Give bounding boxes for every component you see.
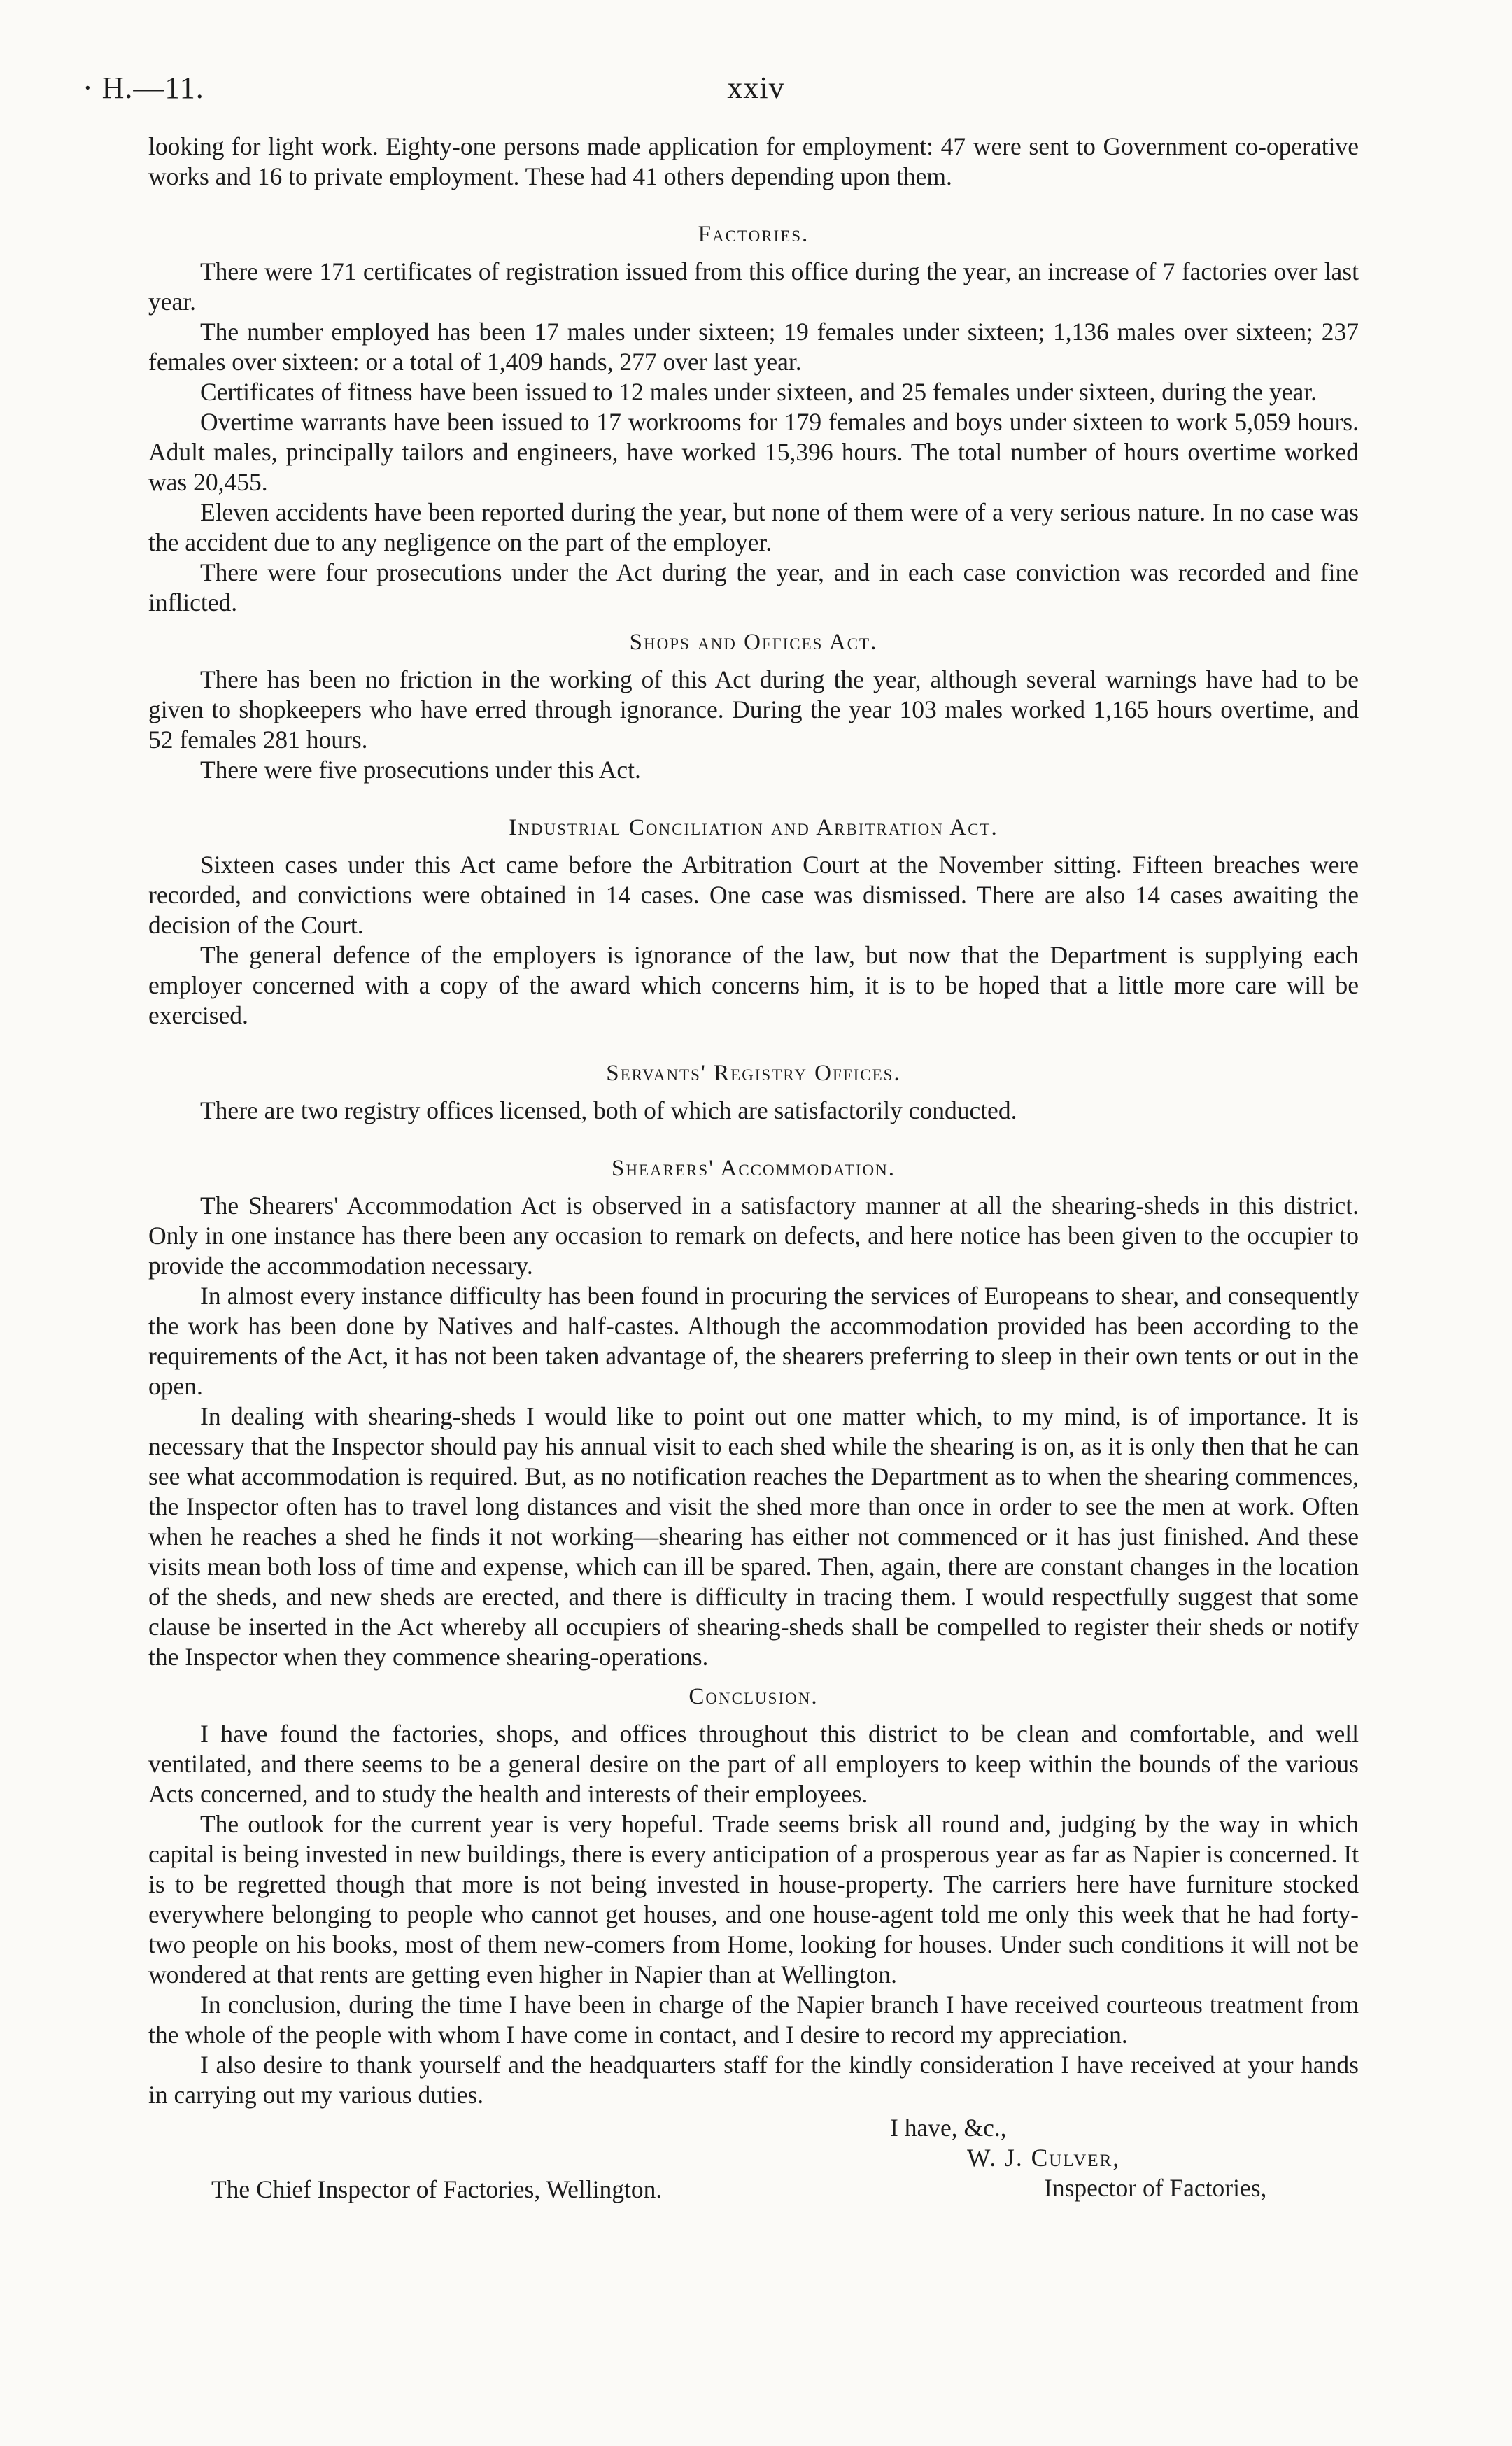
paragraph: Eleven accidents have been reported during the year, but none of them were of a very serious nature. In no case was the accident due to any negligence on the part of the employer.	[148, 498, 1359, 556]
paragraph: I have found the factories, shops, and offices throughout this district to be clean and comfortable, and well ventilated, and there seems to be a general desire on the part of all employers to keep within the bounds of the various Acts concerned, and to study the health and interests of their employees.	[148, 1720, 1359, 1808]
intro-paragraph: looking for light work. Eighty-one persons made application for employment: 47 were sent to Government co-operative works and 16 to private employment. These had 41 others depending upon them.	[148, 132, 1359, 190]
paragraph: In almost every instance difficulty has been found in procuring the services of Europeans to shear, and consequently the work has been done by Natives and half-castes. Although the accommodation provided has been according to the requirements of the Act, it has not been taken advantage of, the shearers preferring to sleep in their own tents or out in the open.	[148, 1282, 1359, 1400]
signatory-title: Inspector of Factories,	[1044, 2174, 1267, 2202]
servants-heading: Servants' Registry Offices.	[606, 1061, 901, 1086]
paragraph: There were 171 certificates of registration issued from this office during the year, an increase of 7 factories over last year.	[148, 257, 1359, 316]
signatory-name: W. J. Culver,	[967, 2144, 1121, 2172]
paragraph: Sixteen cases under this Act came before the Arbitration Court at the November sitting. Fifteen breaches were recorded, and convictions were obtained in 14 cases. One case was dismissed. There are also 14 cases awaiting the decision of the Court.	[148, 851, 1359, 939]
conclusion-heading: Conclusion.	[688, 1684, 819, 1709]
shearers-heading: Shearers' Accommodation.	[611, 1156, 896, 1181]
shops-heading: Shops and Offices Act.	[629, 630, 878, 655]
page-number: xxiv	[727, 71, 785, 105]
signature-block	[148, 2113, 1359, 2267]
paragraph: There were four prosecutions under the Act during the year, and in each case conviction was recorded and fine inflicted.	[148, 558, 1359, 616]
paragraph: In dealing with shearing-sheds I would like to point out one matter which, to my mind, is of importance. It is necessary that the Inspector should pay his annual visit to each shed while the shearing is on, as it is only then that he can see what accommodation is required. But, as no notification reaches the Department as to when the shearing commences, the Inspector often has to travel long distances and visit the shed more than once in order to see the men at work. Often when he reaches a shed he finds it not working—shearing has either not commenced or it has just finished. And these visits mean both loss of time and expense, which can ill be spared. Then, again, there are constant changes in the location of the sheds, and new sheds are erected, and there is difficulty in tracing them. I would respectfully suggest that some clause be inserted in the Act whereby all occupiers of shearing-sheds shall be compelled to register their sheds or notify the Inspector when they commence shearing-operations.	[148, 1402, 1359, 1671]
addressee: The Chief Inspector of Factories, Wellington.	[211, 2175, 663, 2203]
report-body	[148, 132, 1359, 2267]
document-reference: · H.—11.	[83, 71, 204, 105]
paragraph: The outlook for the current year is very hopeful. Trade seems brisk all round and, judging by the way in which capital is being invested in new buildings, there is every anticipation of a prosperous year as far as Napier is concerned. It is to be regretted though that more is not being invested in house-property. The carriers here have furniture stocked everywhere belonging to people who cannot get houses, and one house-agent told me only this week that he had forty-two people on his books, most of them new-comers from Home, looking for houses. Under such conditions it will not be wondered at that rents are getting even higher in Napier than at Wellington.	[148, 1810, 1359, 1988]
paragraph: Certificates of fitness have been issued to 12 males under sixteen, and 25 females under sixteen, during the year.	[200, 378, 1317, 406]
paragraph: Overtime warrants have been issued to 17 workrooms for 179 females and boys under sixteen to work 5,059 hours. Adult males, principally tailors and engineers, have worked 15,396 hours. The total number of hours overtime worked was 20,455.	[148, 408, 1359, 496]
industrial-heading: Industrial Conciliation and Arbitration Act.	[509, 815, 998, 840]
paragraph: There has been no friction in the working of this Act during the year, although several warnings have had to be given to shopkeepers who have erred through ignorance. During the year 103 males worked 1,165 hours overtime, and 52 females 281 hours.	[148, 665, 1359, 754]
paragraph: The general defence of the employers is ignorance of the law, but now that the Department is supplying each employer concerned with a copy of the award which concerns him, it is to be hoped that a little more care will be exercised.	[148, 941, 1359, 1029]
paragraph: In conclusion, during the time I have been in charge of the Napier branch I have received courteous treatment from the whole of the people with whom I have come in contact, and I desire to record my appreciation.	[148, 1991, 1359, 2049]
factories-heading: Factories.	[698, 222, 810, 247]
closing-line: I have, &c.,	[890, 2114, 1007, 2142]
paragraph: There are two registry offices licensed, both of which are satisfactorily conducted.	[200, 1096, 1017, 1124]
paragraph: The number employed has been 17 males under sixteen; 19 females under sixteen; 1,136 males over sixteen; 237 females over sixteen: or a total of 1,409 hands, 277 over last year.	[148, 318, 1359, 376]
paragraph: There were five prosecutions under this Act.	[200, 756, 641, 784]
paragraph: The Shearers' Accommodation Act is observed in a satisfactory manner at all the shearing-sheds in this district. Only in one instance has there been any occasion to remark on defects, and here notice has been given to the occupier to provide the accommodation necessary.	[148, 1192, 1359, 1280]
paragraph: I also desire to thank yourself and the headquarters staff for the kindly consideration I have received at your hands in carrying out my various duties.	[148, 2051, 1359, 2109]
